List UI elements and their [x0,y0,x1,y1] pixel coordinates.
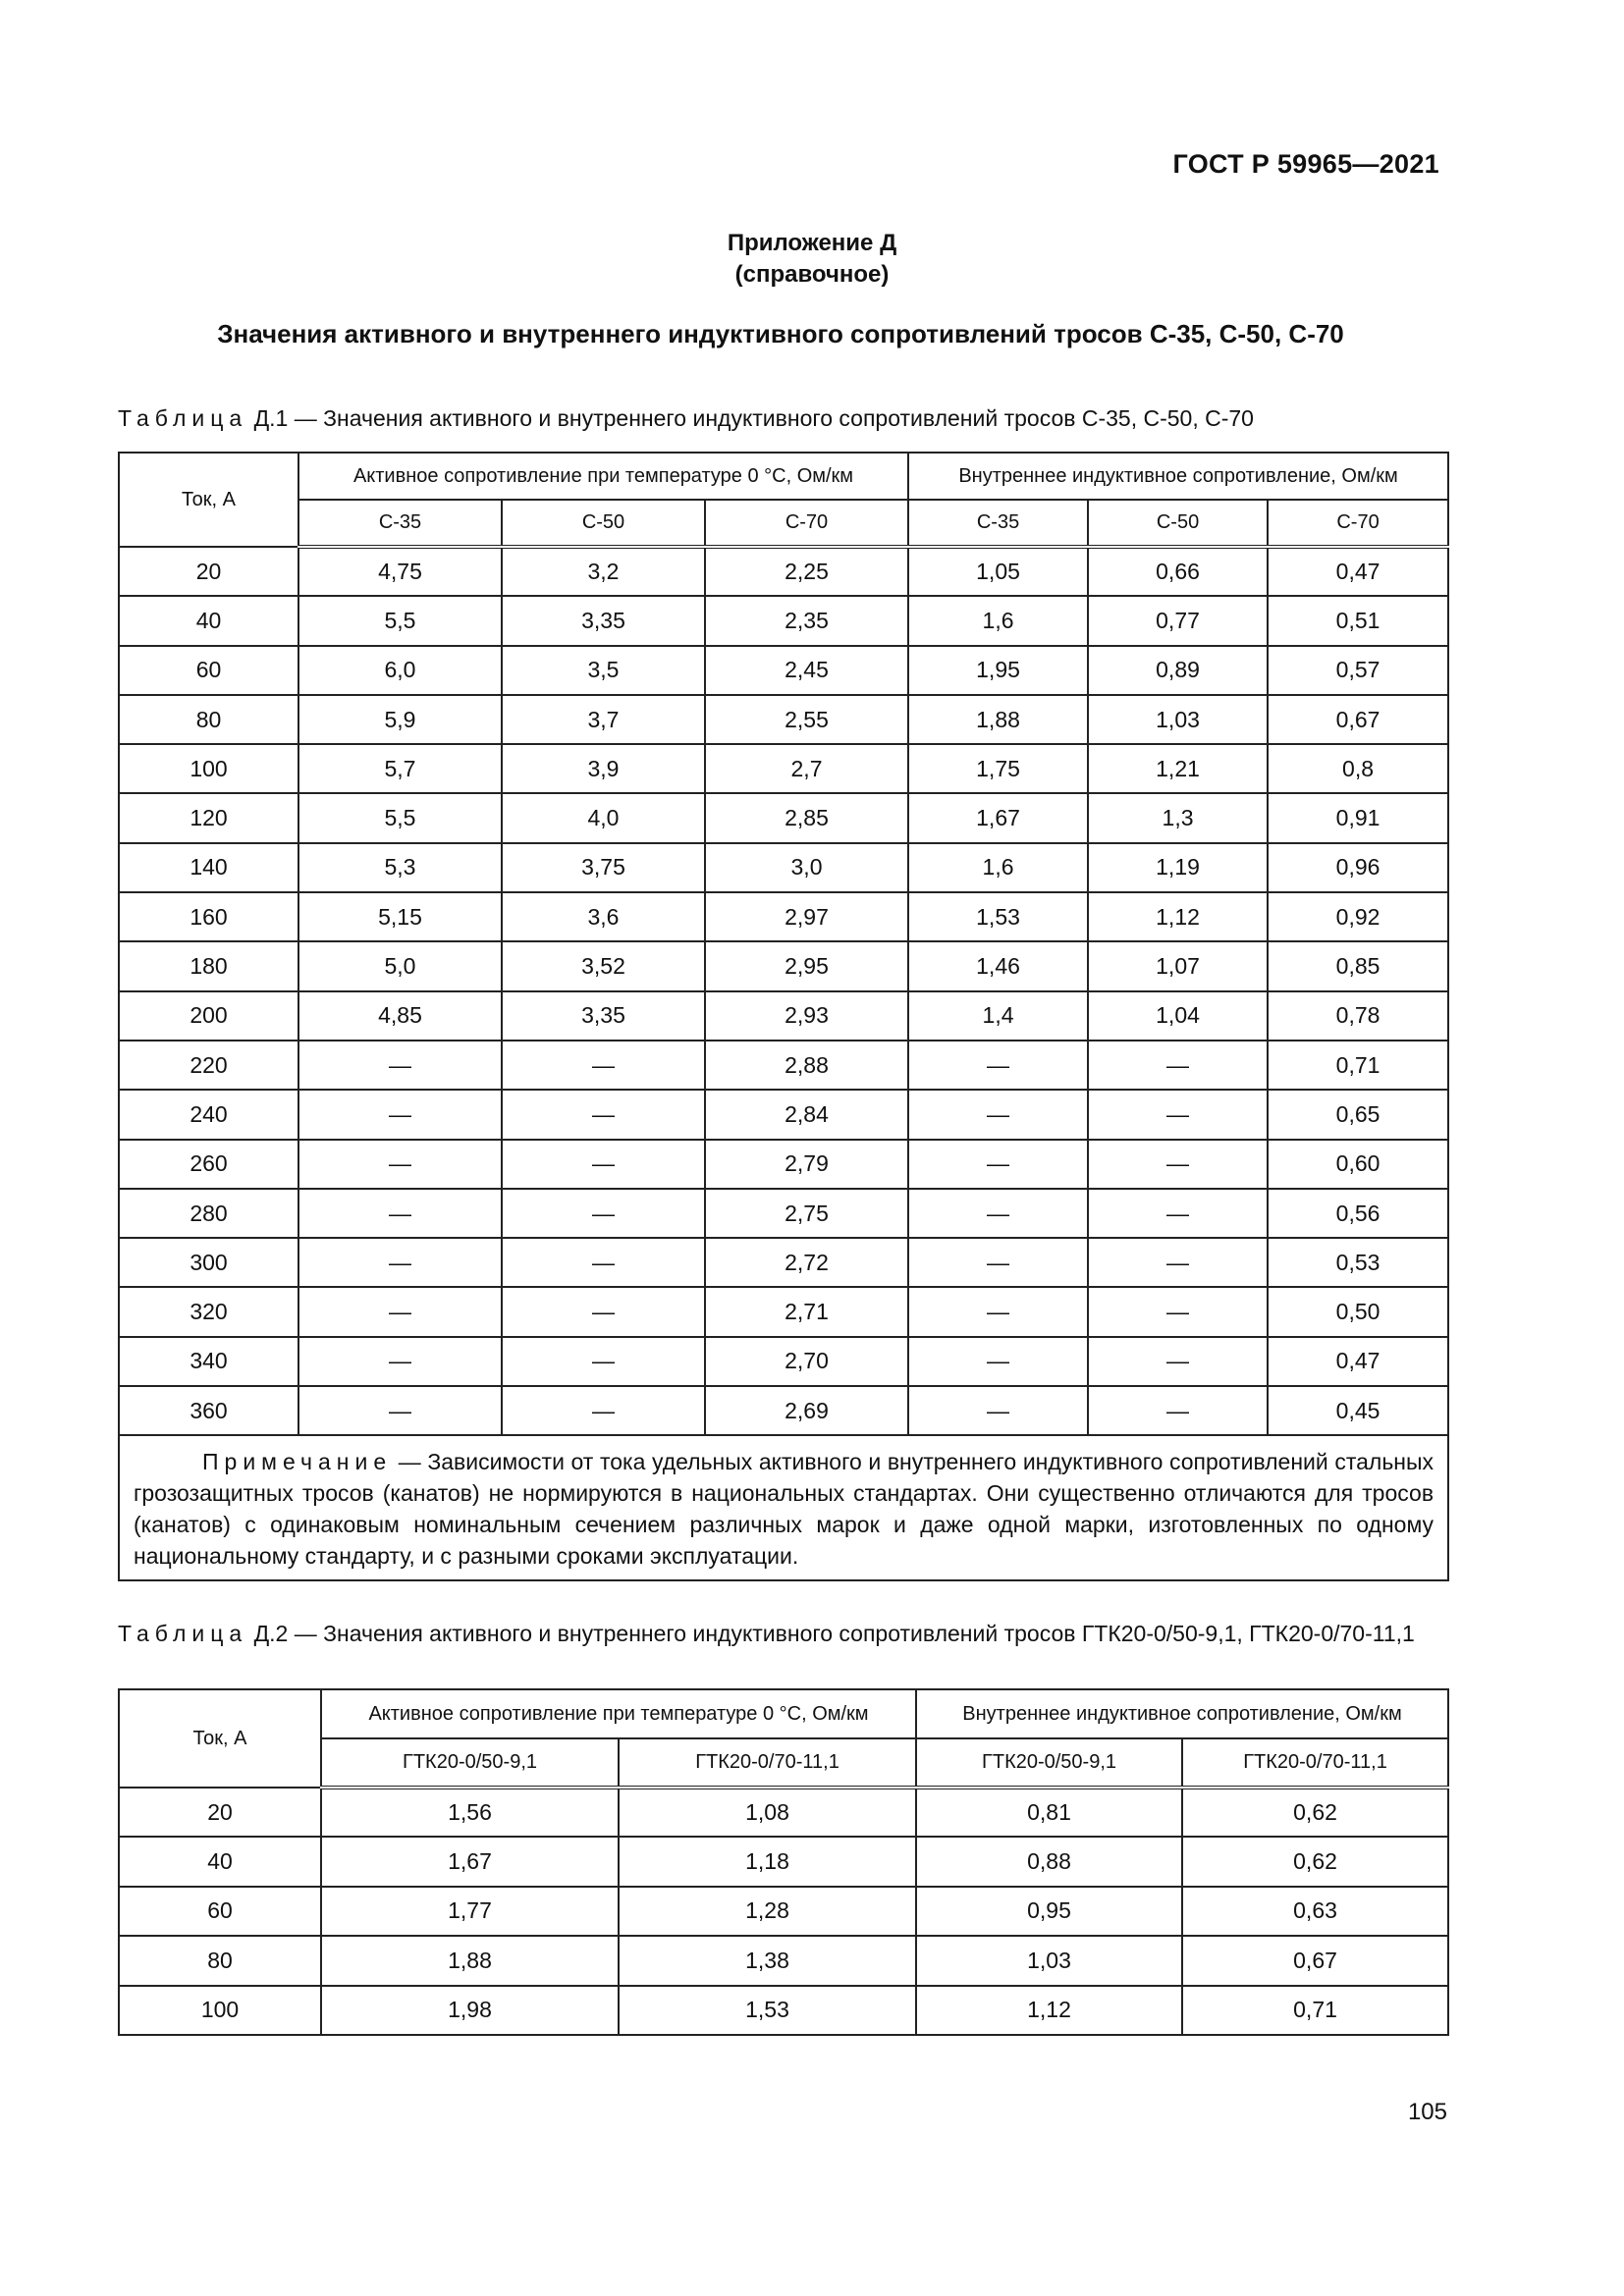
table-row [119,1837,1448,1886]
table-cell: — [502,1287,705,1336]
table-row [119,892,1448,941]
table-cell: — [298,1140,502,1189]
table-cell: 1,12 [1088,892,1268,941]
table-row [119,695,1448,744]
table2-body [119,1788,1448,2035]
table-cell: 2,69 [705,1386,908,1435]
table-cell: 1,03 [916,1936,1182,1985]
table-cell: — [908,1140,1088,1189]
table-cell: — [298,1041,502,1090]
table-cell: 140 [119,843,298,892]
table-cell: — [298,1238,502,1287]
table-row [119,991,1448,1041]
table-cell: 40 [119,596,298,645]
table-cell: 1,4 [908,991,1088,1041]
table-cell: 0,62 [1182,1788,1448,1837]
table-cell: 2,84 [705,1090,908,1139]
table-cell: 0,67 [1268,695,1448,744]
table-cell: 4,85 [298,991,502,1041]
table-cell: 0,88 [916,1837,1182,1886]
table-cell: 2,7 [705,744,908,793]
table-cell: 1,75 [908,744,1088,793]
table-cell: 1,19 [1088,843,1268,892]
table-cell: 100 [119,1986,321,2035]
table-row [119,1788,1448,1837]
table-cell: 100 [119,744,298,793]
table2-subheader: ГТК20-0/70-11,1 [619,1738,916,1788]
table-row [119,1986,1448,2035]
table-cell: 3,9 [502,744,705,793]
table-cell: — [298,1287,502,1336]
table-cell: 1,6 [908,843,1088,892]
table-cell: 0,81 [916,1788,1182,1837]
table-cell: 60 [119,646,298,695]
table1-header-inductive: Внутреннее индуктивное сопротивление, Ом/км [908,453,1448,500]
table-cell: — [1088,1090,1268,1139]
table-row [119,941,1448,990]
table2-subheader: ГТК20-0/50-9,1 [916,1738,1182,1788]
table-cell: — [908,1287,1088,1336]
table-cell: 0,67 [1182,1936,1448,1985]
table-cell: 0,47 [1268,1337,1448,1386]
table-cell: 0,89 [1088,646,1268,695]
table-cell: 0,85 [1268,941,1448,990]
table-cell: 1,98 [321,1986,619,2035]
table2-header-inductive: Внутреннее индуктивное сопротивление, Ом/км [916,1689,1448,1738]
table-row [119,1238,1448,1287]
table-cell: — [298,1189,502,1238]
table-row [119,1337,1448,1386]
table-cell: 1,53 [908,892,1088,941]
table-row [119,1189,1448,1238]
table-row [119,1140,1448,1189]
table-row [119,1936,1448,1985]
table-cell: 5,5 [298,596,502,645]
table-cell: — [298,1386,502,1435]
table-cell: 0,71 [1268,1041,1448,1090]
table-cell: 2,75 [705,1189,908,1238]
table1-subheader: С-35 [298,500,502,547]
table-cell: 4,75 [298,547,502,596]
table-cell: 5,0 [298,941,502,990]
table-cell: 1,28 [619,1887,916,1936]
table-cell: — [1088,1238,1268,1287]
table-cell: 80 [119,1936,321,1985]
table-cell: 1,3 [1088,793,1268,842]
table-cell: 1,08 [619,1788,916,1837]
table-cell: 340 [119,1337,298,1386]
table-row [119,1041,1448,1090]
table-cell: — [908,1386,1088,1435]
table2-header-active: Активное сопротивление при температуре 0 °С, Ом/км [321,1689,916,1738]
table-cell: 0,78 [1268,991,1448,1041]
table-cell: 1,07 [1088,941,1268,990]
table-cell: 2,25 [705,547,908,596]
table-cell: 5,5 [298,793,502,842]
table2-header-current: Ток, А [119,1689,321,1788]
table-cell: 2,55 [705,695,908,744]
table-cell: 1,67 [908,793,1088,842]
table-cell: 1,88 [321,1936,619,1985]
table-d1 [118,452,1449,1581]
table-cell: 5,15 [298,892,502,941]
table-cell: 0,91 [1268,793,1448,842]
table-cell: 1,38 [619,1936,916,1985]
table-row [119,547,1448,596]
annex-subtitle: (справочное) [734,261,890,288]
table-cell: 0,96 [1268,843,1448,892]
table1-subheader: С-50 [502,500,705,547]
table-cell: 3,35 [502,991,705,1041]
table-cell: 20 [119,547,298,596]
table-cell: 2,93 [705,991,908,1041]
table-cell: 240 [119,1090,298,1139]
annex-title: Приложение Д [727,230,897,256]
table-cell: 5,3 [298,843,502,892]
table-cell: 1,21 [1088,744,1268,793]
table-cell: — [298,1090,502,1139]
table-cell: 220 [119,1041,298,1090]
table-cell: 1,46 [908,941,1088,990]
table2-caption-label: Таблица [118,1621,248,1646]
table-cell: — [908,1189,1088,1238]
table-cell: 1,18 [619,1837,916,1886]
table-cell: 0,45 [1268,1386,1448,1435]
table-cell: 0,53 [1268,1238,1448,1287]
table-cell: 260 [119,1140,298,1189]
table-cell: 0,77 [1088,596,1268,645]
table-cell: — [1088,1386,1268,1435]
table-row [119,646,1448,695]
table1-subheader: С-70 [1268,500,1448,547]
table-row [119,843,1448,892]
table1-caption-text: Д.1 — Значения активного и внутреннего индуктивного сопротивлений тросов С-35, С-50, С-70 [253,405,1254,431]
page-number: 105 [1407,2099,1447,2125]
table-cell: — [298,1337,502,1386]
table-cell: 0,95 [916,1887,1182,1936]
table-cell: 2,72 [705,1238,908,1287]
table-cell: 4,0 [502,793,705,842]
annex-heading [0,228,1624,291]
table-cell: 1,56 [321,1788,619,1837]
table1-subheader: С-70 [705,500,908,547]
table-cell: 180 [119,941,298,990]
table-cell: 0,47 [1268,547,1448,596]
table-cell: 0,66 [1088,547,1268,596]
table-cell: 1,88 [908,695,1088,744]
table-cell: 3,0 [705,843,908,892]
table-cell: 20 [119,1788,321,1837]
table-row [119,1386,1448,1435]
table-cell: 0,65 [1268,1090,1448,1139]
table-d2 [118,1688,1449,2036]
table-cell: — [1088,1041,1268,1090]
table-cell: 60 [119,1887,321,1936]
table-cell: 0,51 [1268,596,1448,645]
table-cell: 0,50 [1268,1287,1448,1336]
table2-caption [118,1618,1445,1649]
table-cell: 2,79 [705,1140,908,1189]
table-cell: 1,04 [1088,991,1268,1041]
table-cell: 2,35 [705,596,908,645]
table1-subheader: С-50 [1088,500,1268,547]
table-cell: — [502,1140,705,1189]
document-code: ГОСТ Р 59965—2021 [1172,149,1439,179]
table-cell: 2,95 [705,941,908,990]
table1-caption-label: Таблица [118,405,248,431]
table-row [119,596,1448,645]
table-cell: 120 [119,793,298,842]
table-cell: 1,77 [321,1887,619,1936]
section-title: Значения активного и внутреннего индуктивного сопротивлений тросов С-35, С-50, С-70 [217,319,1344,348]
table-cell: 2,70 [705,1337,908,1386]
table-cell: 1,53 [619,1986,916,2035]
table-cell: 0,60 [1268,1140,1448,1189]
table-row [119,793,1448,842]
table-cell: 3,2 [502,547,705,596]
table-cell: 1,05 [908,547,1088,596]
table-cell: 1,03 [1088,695,1268,744]
table-cell: — [908,1090,1088,1139]
table-row [119,1090,1448,1139]
table-cell: — [502,1189,705,1238]
table1-header-active: Активное сопротивление при температуре 0 °С, Ом/км [298,453,908,500]
table-cell: 80 [119,695,298,744]
table-cell: 40 [119,1837,321,1886]
table-cell: 360 [119,1386,298,1435]
table-cell: 3,5 [502,646,705,695]
table1-note [119,1435,1448,1580]
table-cell: 1,67 [321,1837,619,1886]
table2-subheader: ГТК20-0/70-11,1 [1182,1738,1448,1788]
table1-note-label: Примечание [202,1449,393,1475]
table1-subheader: С-35 [908,500,1088,547]
table-cell: 2,88 [705,1041,908,1090]
table-row [119,744,1448,793]
table-cell: — [502,1238,705,1287]
table-cell: 0,63 [1182,1887,1448,1936]
table-cell: 0,8 [1268,744,1448,793]
table2-caption-text: Д.2 — Значения активного и внутреннего индуктивного сопротивлений тросов ГТК20-0/50-9,1, ГТК20-0/70-11,1 [253,1621,1415,1646]
table-cell: 200 [119,991,298,1041]
table-row [119,1887,1448,1936]
table-cell: 2,71 [705,1287,908,1336]
table-cell: — [502,1386,705,1435]
table-cell: — [1088,1287,1268,1336]
table-cell: 0,62 [1182,1837,1448,1886]
table-cell: 300 [119,1238,298,1287]
table-cell: 2,85 [705,793,908,842]
table-cell: 3,7 [502,695,705,744]
table-cell: 1,95 [908,646,1088,695]
table-cell: 2,45 [705,646,908,695]
table-cell: 1,12 [916,1986,1182,2035]
table-cell: 0,57 [1268,646,1448,695]
table-cell: — [502,1337,705,1386]
table-cell: 5,9 [298,695,502,744]
table-cell: — [1088,1140,1268,1189]
table-cell: 3,6 [502,892,705,941]
table-cell: 5,7 [298,744,502,793]
table-row [119,1287,1448,1336]
table1-note-text: — Зависимости от тока удельных активного и внутреннего индуктивного сопротивлений стальных грозозащитных тросов (канатов) не нормируются в национальных стандартах. Они существенно отличаются для тросов (канатов) с одинаковым номинальным сечением различных марок и даже одной марки, изготовленных по одному национальному стандарту, и с разными сроками эксплуатации. [134,1449,1435,1570]
table-cell: — [502,1090,705,1139]
table-cell: 280 [119,1189,298,1238]
table-cell: 0,92 [1268,892,1448,941]
table2-subheader: ГТК20-0/50-9,1 [321,1738,619,1788]
table-cell: — [502,1041,705,1090]
table-cell: 0,71 [1182,1986,1448,2035]
table-cell: — [1088,1337,1268,1386]
table-cell: 1,6 [908,596,1088,645]
table-cell: 6,0 [298,646,502,695]
table-cell: — [908,1337,1088,1386]
table1-body [119,547,1448,1580]
table-cell: 3,75 [502,843,705,892]
table-cell: — [908,1238,1088,1287]
table-cell: 2,97 [705,892,908,941]
table-cell: 320 [119,1287,298,1336]
table-cell: 0,56 [1268,1189,1448,1238]
table1-caption [118,402,1445,434]
table-cell: — [908,1041,1088,1090]
table-cell: 3,35 [502,596,705,645]
table-cell: — [1088,1189,1268,1238]
table-cell: 160 [119,892,298,941]
table1-header-current: Ток, А [119,453,298,547]
table-cell: 3,52 [502,941,705,990]
